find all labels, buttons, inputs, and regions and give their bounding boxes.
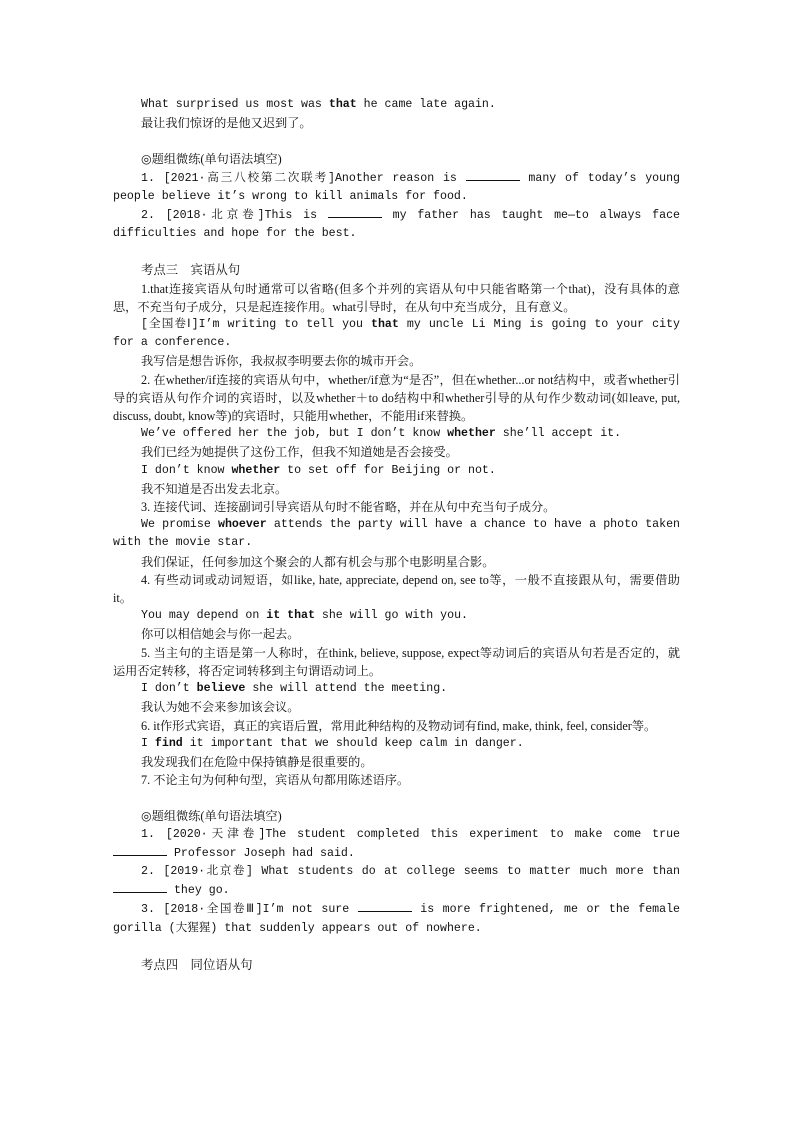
- rule-2-translation-1: 我们已经为她提供了这份工作，但我不知道她是否会接受。: [141, 445, 458, 460]
- text: We’ve offered her the job, but I don’t know: [141, 427, 448, 441]
- rule-5-example: [113, 680, 680, 698]
- text: I don’t: [141, 682, 197, 696]
- drill1-question-2: [113, 206, 680, 243]
- rule-7: 7. 不论主句为何种句型，宾语从句都用陈述语序。: [141, 773, 410, 788]
- intro-translation: 最让我们惊讶的是他又迟到了。: [141, 116, 312, 131]
- text: 2. [2018·北京卷]This is: [141, 209, 328, 223]
- text: 1. [2020·天津卷]The student completed this experiment to make come true: [141, 827, 680, 841]
- intro-example: [113, 96, 680, 114]
- rule-5: 5. 当主句的主语是第一人称时，在think, believe, suppose, expect等动词后的宾语从句若是否定的，就运用否定转移，将否定词转移到主句谓语动词上。: [113, 645, 680, 678]
- text: he came late again.: [356, 98, 496, 111]
- rule-6-example: [113, 735, 680, 753]
- drill2-question-2: [113, 863, 680, 900]
- answer-blank[interactable]: [358, 900, 412, 912]
- drill1-title: ◎题组微练(单句语法填空): [141, 152, 282, 167]
- bold-keyword: whether: [447, 427, 496, 441]
- rule-4: 4. 有些动词或动词短语，如like, hate, appreciate, depend on, see to等，一般不直接跟从句，需要借助it。: [113, 572, 680, 606]
- rule-4-example: [113, 607, 680, 625]
- text: 2. [2019·北京卷] What students do at college seems to matter much more than: [141, 864, 680, 878]
- answer-blank[interactable]: [466, 169, 520, 181]
- text: they go.: [167, 884, 230, 898]
- rule-1-translation: 我写信是想告诉你，我叔叔李明要去你的城市开会。: [141, 354, 422, 369]
- text: Professor Joseph had said.: [167, 846, 355, 860]
- rule-2-example-1: [113, 425, 680, 443]
- rule-6-translation: 我发现我们在危险中保持镇静是很重要的。: [141, 754, 373, 769]
- text: many of today’s young people believe it’s wrong to kill animals for food.: [113, 171, 681, 203]
- text: I: [141, 736, 155, 750]
- text: she’ll accept it.: [495, 427, 622, 441]
- text: You may depend on: [141, 609, 267, 623]
- rule-1: 1.that连接宾语从句时通常可以省略(但多个并列的宾语从句中只能省略第一个that)，没有具体的意思，不充当句子成分，只是起连接作用。what引导时，在从句中充当成分，且有意义。: [113, 281, 680, 314]
- rule-2: 2. 在whether/if连接的宾语从句中，whether/if意为“是否”，但在whether...or not结构中，或者whether引导的宾语从句作介词的宾语时，以及whether＋to do结构中和whether引导的从句作少数动词(如leave, put, discuss, doubt, know等)的宾语时，只能用whether，不能用if来替换。: [113, 372, 680, 424]
- rule-4-translation: 你可以相信她会与你一起去。: [141, 627, 300, 642]
- text: 3. [2018·全国卷Ⅲ]I’m not sure: [141, 903, 358, 917]
- drill2-title: ◎题组微练(单句语法填空): [141, 809, 282, 824]
- bold-keyword: find: [154, 736, 183, 750]
- text: I don’t know: [141, 463, 232, 477]
- rule-6: 6. it作形式宾语，真正的宾语后置，常用此种结构的及物动词有find, make, think, feel, consider等。: [141, 718, 657, 733]
- text: attends the party will have a chance to have a photo taken with the movie star.: [113, 518, 680, 550]
- text: my father has taught me—to always face difficulties and hope for the best.: [113, 209, 681, 241]
- text: she will attend the meeting.: [245, 682, 448, 696]
- rule-1-example: [113, 316, 680, 352]
- text: she will go with you.: [314, 609, 468, 623]
- bold-keyword: believe: [196, 682, 246, 696]
- drill2-question-1: [113, 826, 680, 863]
- rule-3: 3. 连接代词、连接副词引导宾语从句时不能省略，并在从句中充当句子成分。: [141, 500, 556, 515]
- bold-keyword: whoever: [218, 518, 267, 532]
- bold-keyword: it that: [266, 609, 315, 623]
- text: [全国卷Ⅰ]I’m writing to tell you: [141, 318, 371, 332]
- rule-2-example-2: [113, 462, 680, 480]
- bold-keyword: whether: [231, 463, 281, 477]
- rule-5-translation: 我认为她不会来参加该会议。: [141, 700, 300, 715]
- text: We promise: [141, 518, 218, 532]
- text: my uncle Li Ming is going to your city for a conference.: [113, 318, 680, 350]
- section3-title: 考点三 宾语从句: [141, 262, 241, 278]
- document-page: [113, 96, 680, 974]
- text: is more frightened, me or the female gorilla (大猩猩) that suddenly appears out of nowhere.: [113, 903, 680, 935]
- text: it important that we should keep calm in danger.: [182, 736, 524, 750]
- answer-blank[interactable]: [113, 844, 167, 856]
- answer-blank[interactable]: [113, 881, 167, 893]
- drill2-question-3: [113, 900, 680, 937]
- bold-keyword: that: [371, 318, 399, 332]
- text: What surprised us most was: [141, 98, 329, 111]
- rule-2-translation-2: 我不知道是否出发去北京。: [141, 481, 288, 496]
- text: 1. [2021·高三八校第二次联考]Another reason is: [141, 171, 466, 185]
- bold-keyword: that: [328, 98, 357, 111]
- rule-3-translation: 我们保证，任何参加这个聚会的人都有机会与那个电影明星合影。: [141, 554, 495, 569]
- section4-title: 考点四 同位语从句: [141, 956, 253, 972]
- rule-3-example: [113, 516, 680, 552]
- drill1-question-1: [113, 169, 680, 206]
- text: to set off for Beijing or not.: [280, 463, 496, 477]
- answer-blank[interactable]: [328, 206, 382, 218]
